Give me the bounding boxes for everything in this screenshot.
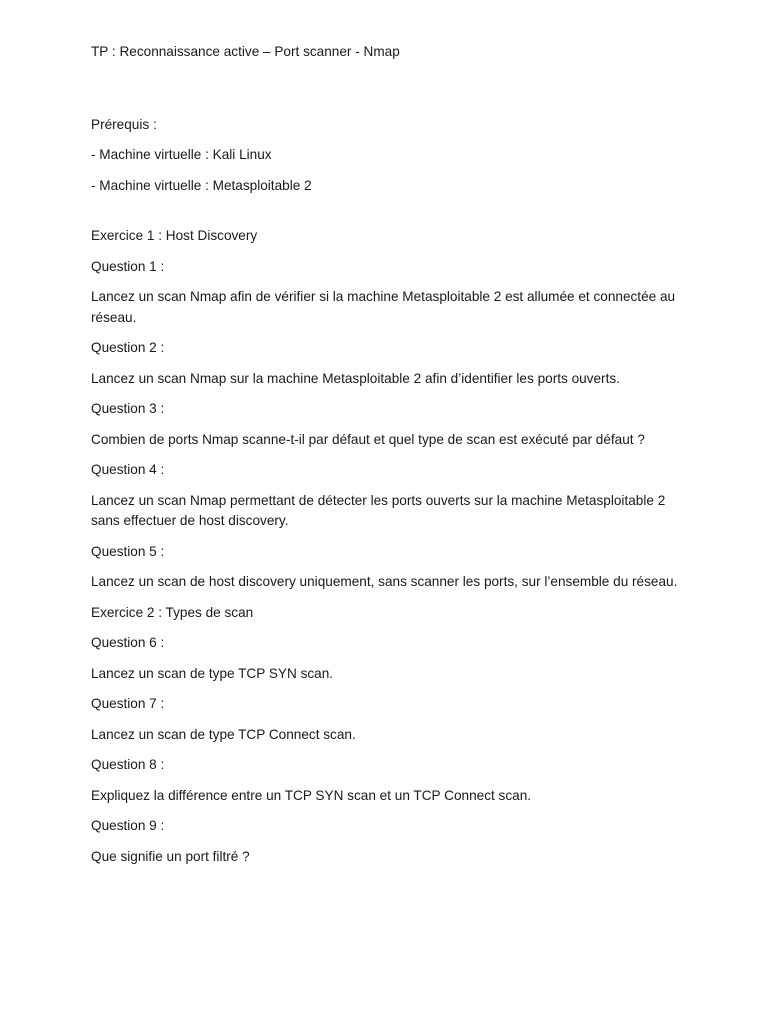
question-label: Question 3 : <box>91 401 165 416</box>
question-label: Question 1 : <box>91 258 165 274</box>
question-text: Expliquez la différence entre un TCP SYN scan et un TCP Connect scan. <box>91 787 532 803</box>
question-text: Lancez un scan Nmap permettant de détecter les ports ouverts sur la machine Metasploitable 2 sans effectuer de host discovery. <box>91 492 670 528</box>
question-label: Question 8 : <box>91 757 165 772</box>
prereq-heading: Prérequis : <box>91 116 157 132</box>
question-text: Lancez un scan Nmap afin de vérifier si la machine Metasploitable 2 est allumée et connectée au réseau. <box>91 289 679 325</box>
question-text: Lancez un scan Nmap sur la machine Metasploitable 2 afin d’identifier les ports ouverts. <box>91 370 620 386</box>
question-label: Question 4 : <box>91 462 165 477</box>
question-text: Lancez un scan de host discovery uniquement, sans scanner les ports, sur l’ensemble du réseau. <box>91 574 678 589</box>
prereq-item: - Machine virtuelle : Kali Linux <box>91 147 272 162</box>
exercise-heading: Exercice 1 : Host Discovery <box>91 228 258 243</box>
question-text: Combien de ports Nmap scanne-t-il par défaut et quel type de scan est exécuté par défaut ? <box>91 431 645 447</box>
question-label: Question 6 : <box>91 635 165 650</box>
prereq-item: - Machine virtuelle : Metasploitable 2 <box>91 177 312 193</box>
question-label: Question 5 : <box>91 543 165 559</box>
question-text: Que signifie un port filtré ? <box>91 848 250 864</box>
document-title: TP : Reconnaissance active – Port scanner - Nmap <box>91 44 400 59</box>
question-text: Lancez un scan de type TCP SYN scan. <box>91 665 334 681</box>
question-text: Lancez un scan de type TCP Connect scan. <box>91 726 356 742</box>
question-label: Question 9 : <box>91 818 165 833</box>
question-label: Question 7 : <box>91 696 165 711</box>
document-page <box>91 42 681 877</box>
question-label: Question 2 : <box>91 340 165 355</box>
exercise-heading: Exercice 2 : Types de scan <box>91 604 254 620</box>
